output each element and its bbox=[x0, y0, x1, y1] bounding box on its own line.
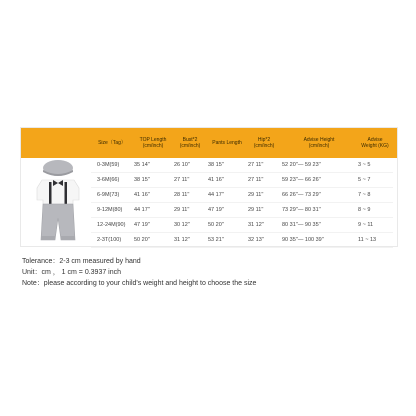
cell-advise-height: 73 29''— 80 31'' bbox=[281, 203, 357, 218]
cell-size: 3-6M(66) bbox=[91, 173, 133, 188]
cell-top-length: 50 20'' bbox=[133, 233, 173, 248]
cell-hip: 31 12'' bbox=[247, 218, 281, 233]
cell-bust: 29 11'' bbox=[173, 203, 207, 218]
cell-size: 0-3M(59) bbox=[91, 158, 133, 173]
table-row bbox=[91, 203, 393, 218]
cell-size: 6-9M(73) bbox=[91, 188, 133, 203]
cell-pants-length: 53 21'' bbox=[207, 233, 247, 248]
cell-hip: 29 11'' bbox=[247, 203, 281, 218]
cell-pants-length: 50 20'' bbox=[207, 218, 247, 233]
cell-pants-length: 47 19'' bbox=[207, 203, 247, 218]
cell-hip: 27 11'' bbox=[247, 173, 281, 188]
cell-top-length: 35 14'' bbox=[133, 158, 173, 173]
cell-size: 12-24M(90) bbox=[91, 218, 133, 233]
cell-bust: 27 11'' bbox=[173, 173, 207, 188]
cell-bust: 26 10'' bbox=[173, 158, 207, 173]
cell-advise-weight: 7 ~ 8 bbox=[357, 188, 393, 203]
cell-advise-height: 52 20''— 59 23'' bbox=[281, 158, 357, 173]
cell-advise-weight: 3 ~ 5 bbox=[357, 158, 393, 173]
cell-bust: 31 12'' bbox=[173, 233, 207, 248]
table-row bbox=[91, 188, 393, 203]
cell-advise-weight: 8 ~ 9 bbox=[357, 203, 393, 218]
table-row bbox=[91, 158, 393, 173]
cell-advise-weight: 5 ~ 7 bbox=[357, 173, 393, 188]
size-chart bbox=[20, 127, 398, 247]
header-size: Size（Tag） bbox=[98, 140, 126, 146]
header-advise-height: Advise Height (cm/inch) bbox=[303, 137, 335, 149]
table-row bbox=[91, 233, 393, 248]
tolerance-note: Tolerance：2-3 cm measured by hand bbox=[22, 258, 141, 265]
cell-hip: 29 11'' bbox=[247, 188, 281, 203]
size-table bbox=[91, 128, 393, 248]
cell-top-length: 38 15'' bbox=[133, 173, 173, 188]
choose-size-note: Note：please according to your child's weight and height to choose the size bbox=[22, 280, 257, 287]
cell-pants-length: 44 17'' bbox=[207, 188, 247, 203]
cell-pants-length: 41 16'' bbox=[207, 173, 247, 188]
cell-size: 9-12M(80) bbox=[91, 203, 133, 218]
table-row bbox=[91, 173, 393, 188]
header-bust: Bust*2 (cm/inch) bbox=[179, 137, 201, 149]
header-top-length: TOP Length (cm/inch) bbox=[139, 137, 167, 149]
table-row bbox=[91, 218, 393, 233]
cell-advise-height: 59 23''— 66 26'' bbox=[281, 173, 357, 188]
cell-top-length: 41 16'' bbox=[133, 188, 173, 203]
cell-advise-weight: 11 ~ 13 bbox=[357, 233, 393, 248]
cell-pants-length: 38 15'' bbox=[207, 158, 247, 173]
cell-advise-height: 90 35''— 100 39'' bbox=[281, 233, 357, 248]
header-advise-weight: Advise Weight (KG) bbox=[361, 137, 389, 149]
cell-hip: 32 13'' bbox=[247, 233, 281, 248]
cell-bust: 28 11'' bbox=[173, 188, 207, 203]
size-notes bbox=[22, 256, 402, 289]
cell-advise-height: 66 26''— 73 29'' bbox=[281, 188, 357, 203]
cell-top-length: 44 17'' bbox=[133, 203, 173, 218]
cell-size: 2-3T(100) bbox=[91, 233, 133, 248]
cell-advise-height: 80 31''— 90 35'' bbox=[281, 218, 357, 233]
cell-bust: 30 12'' bbox=[173, 218, 207, 233]
cell-advise-weight: 9 ~ 11 bbox=[357, 218, 393, 233]
unit-note: Unit：cm ， 1 cm = 0.3937 inch bbox=[22, 269, 122, 276]
product-outfit-image bbox=[27, 158, 89, 244]
cell-hip: 27 11'' bbox=[247, 158, 281, 173]
header-hip: Hip*2 (cm/inch) bbox=[253, 137, 275, 149]
cell-top-length: 47 19'' bbox=[133, 218, 173, 233]
header-pants-length: Pants Length bbox=[212, 140, 242, 146]
